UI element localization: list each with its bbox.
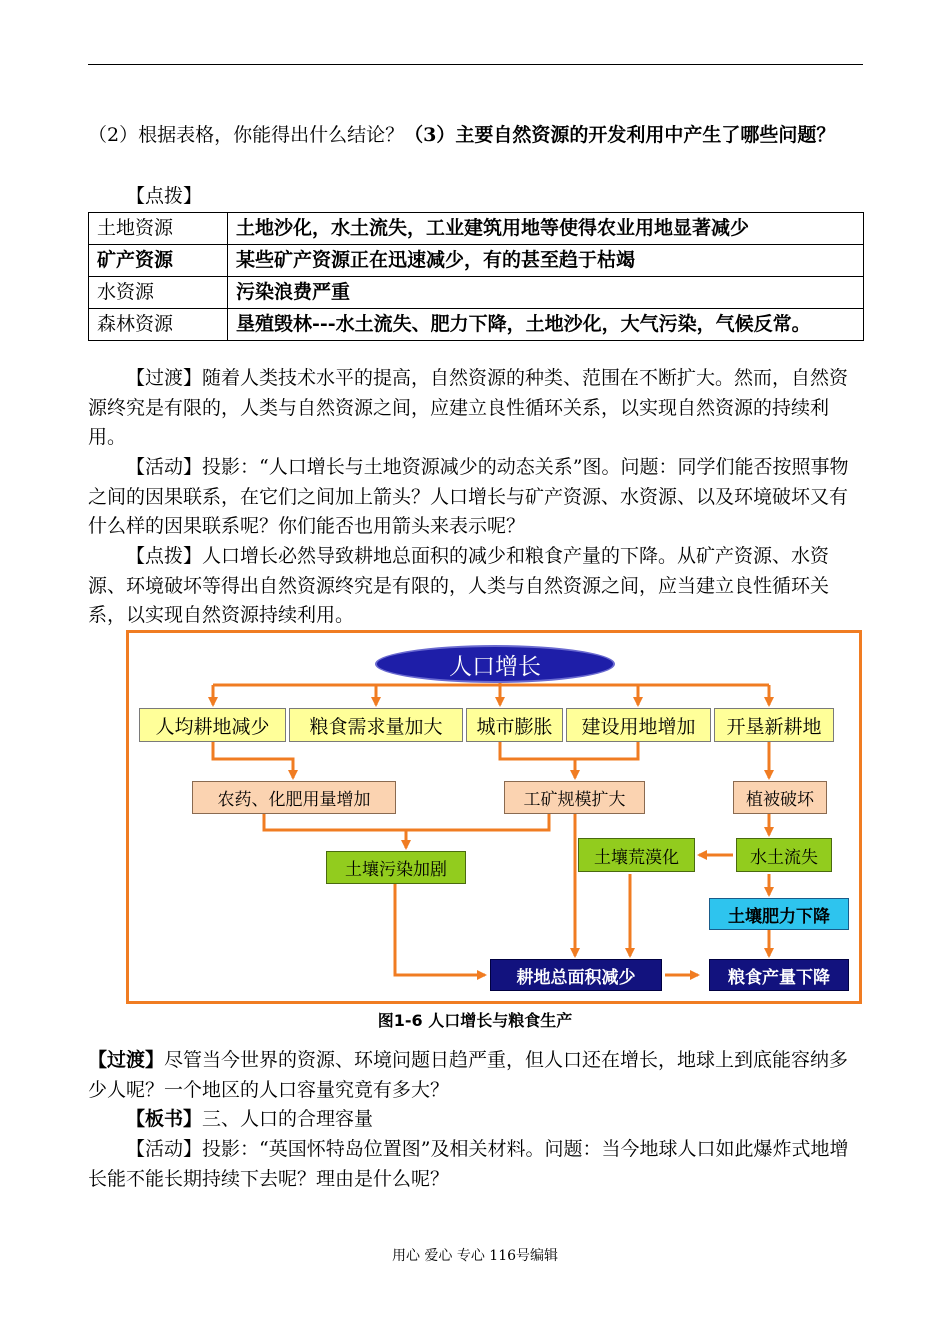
hint-heading: 【点拨】 <box>126 185 203 207</box>
para-tag: 【过渡】 <box>126 367 203 389</box>
activity-paragraph-1 <box>88 453 864 542</box>
node-construction-land: 建设用地增加 <box>566 708 711 742</box>
question-line <box>88 121 864 151</box>
transition-paragraph-2 <box>88 1046 864 1105</box>
figure-caption: 图1-6 人口增长与粮食生产 <box>377 1011 573 1030</box>
question-3: （3）主要自然资源的开发利用中产生了哪些问题？ <box>404 124 836 146</box>
node-soil-erosion: 水土流失 <box>736 838 832 872</box>
issue-cell: 污染浪费严重 <box>228 277 864 309</box>
resource-cell: 水资源 <box>89 277 228 309</box>
table-row <box>89 213 864 245</box>
question-2: （2）根据表格，你能得出什么结论？ <box>88 124 405 146</box>
node-urban-expansion: 城市膨胀 <box>466 708 563 742</box>
para-text: 尽管当今世界的资源、环境问题日趋严重，但人口还在增长，地球上到底能容纳多少人呢？一个地区的人口容量究竟有多大？ <box>88 1049 849 1101</box>
node-soil-fertility: 土壤肥力下降 <box>709 898 849 930</box>
flow-diagram <box>126 630 862 1004</box>
transition-paragraph-1 <box>88 364 864 453</box>
node-land-reclamation: 开垦新耕地 <box>714 708 834 742</box>
hint-paragraph <box>88 542 864 631</box>
issue-cell: 某些矿产资源正在迅速减少，有的甚至趋于枯竭 <box>228 245 864 277</box>
para-text: 三、人口的合理容量 <box>202 1108 374 1130</box>
para-text: 人口增长必然导致耕地总面积的减少和粮食产量的下降。从矿产资源、水资源、环境破坏等得出自然资源终究是有限的，人类与自然资源之间，应当建立良性循环关系，以实现自然资源持续利用。 <box>88 545 830 626</box>
para-tag: 【板书】 <box>126 1108 203 1130</box>
issue-cell: 土地沙化，水土流失，工业建筑用地等使得农业用地显著减少 <box>228 213 864 245</box>
node-mining-expansion: 工矿规模扩大 <box>504 781 645 814</box>
node-desertification: 土壤荒漠化 <box>578 838 695 872</box>
table-row <box>89 245 864 277</box>
para-text: 随着人类技术水平的提高，自然资源的种类、范围在不断扩大。然而，自然资源终究是有限的，人类与自然资源之间，应建立良性循环关系，以实现自然资源的持续利用。 <box>88 367 849 448</box>
page-footer: 用心 爱心 专心 116号编辑 <box>391 1248 559 1264</box>
resource-cell: 矿产资源 <box>89 245 228 277</box>
para-tag: 【活动】 <box>126 1138 203 1160</box>
node-grain-decline: 粮食产量下降 <box>709 959 849 991</box>
table-row <box>89 277 864 309</box>
node-food-demand: 粮食需求量加大 <box>289 708 463 742</box>
header-rule <box>88 64 863 65</box>
para-tag: 【点拨】 <box>126 545 203 567</box>
node-vegetation-damage: 植被破坏 <box>733 781 827 814</box>
node-farmland-decrease: 耕地总面积减少 <box>490 959 662 991</box>
para-text: 投影：“英国怀特岛位置图”及相关材料。问题：当今地球人口如此爆炸式地增长能不能长期持续下去呢？理由是什么呢？ <box>88 1138 849 1190</box>
para-text: 投影：“人口增长与土地资源减少的动态关系”图。问题：同学们能否按照事物之间的因果联系，在它们之间加上箭头？人口增长与矿产资源、水资源、以及环境破坏又有什么样的因果联系呢？你们能否也用箭头来表示呢？ <box>88 456 849 537</box>
resource-cell: 森林资源 <box>89 309 228 341</box>
diagram-arrows <box>129 633 859 1001</box>
board-paragraph <box>88 1105 864 1135</box>
activity-paragraph-2 <box>88 1135 864 1194</box>
population-growth-node: 人口增长 <box>375 645 615 683</box>
para-tag: 【过渡】 <box>88 1049 165 1071</box>
table-row <box>89 309 864 341</box>
node-soil-pollution: 土壤污染加剧 <box>326 851 466 884</box>
resource-table <box>88 212 864 341</box>
issue-cell: 垦殖毁林---水土流失、肥力下降，土地沙化，大气污染，气候反常。 <box>228 309 864 341</box>
para-tag: 【活动】 <box>126 456 203 478</box>
node-pesticide-fertilizer: 农药、化肥用量增加 <box>192 781 396 814</box>
node-per-capita-farmland: 人均耕地减少 <box>139 708 286 742</box>
resource-cell: 土地资源 <box>89 213 228 245</box>
